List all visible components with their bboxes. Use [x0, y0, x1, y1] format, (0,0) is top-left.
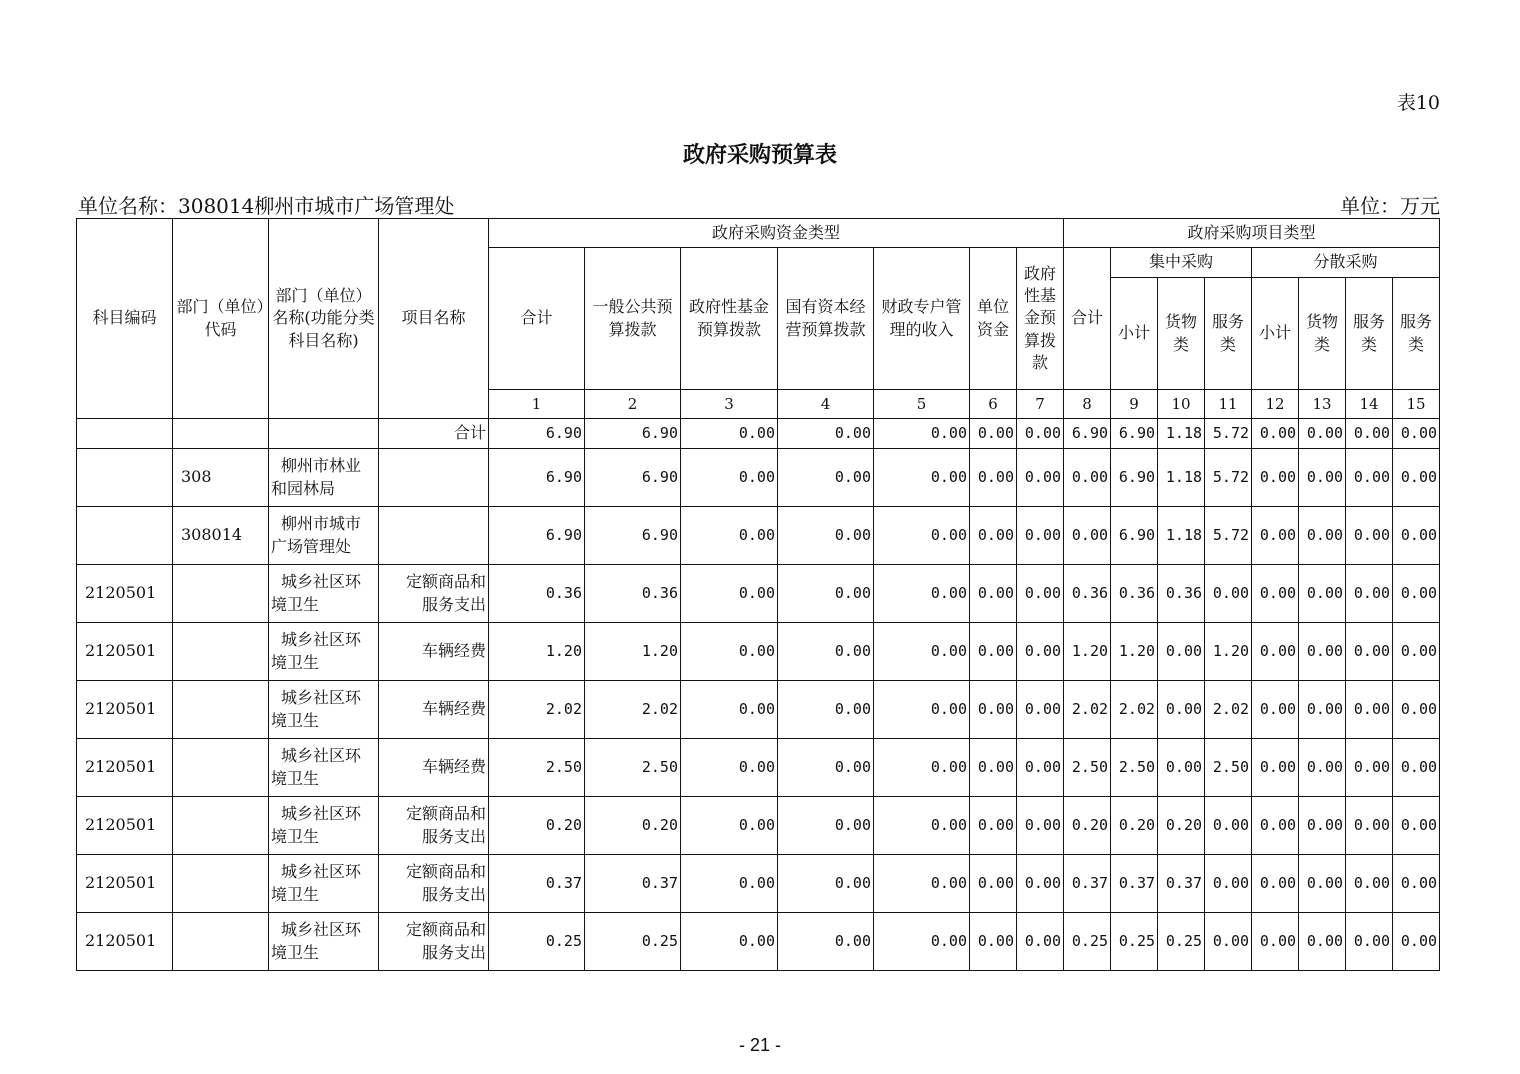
amount-cell: 0.00	[1393, 681, 1440, 739]
project-name-cell	[379, 739, 489, 797]
amount-cell: 6.90	[585, 507, 681, 565]
dept-name-line: 柳州市城市	[281, 514, 362, 534]
amount-cell: 0.00	[874, 565, 970, 623]
amount-cell: 0.00	[778, 855, 874, 913]
amount-cell: 0.00	[874, 449, 970, 507]
dept-name-cell	[269, 681, 379, 739]
table-row	[77, 623, 1440, 681]
project-name-cell	[379, 913, 489, 971]
table-row	[77, 449, 1440, 507]
dept-code: 308	[173, 449, 269, 507]
amount-cell: 2.50	[1111, 739, 1158, 797]
table-row	[77, 797, 1440, 855]
amount-cell: 0.00	[1346, 797, 1393, 855]
column-number: 11	[1205, 390, 1252, 419]
amount-cell: 2.02	[1205, 681, 1252, 739]
amount-cell: 0.36	[1111, 565, 1158, 623]
header-fund-col: 财政专户管理的收入	[874, 248, 970, 390]
amount-cell: 0.00	[1299, 565, 1346, 623]
amount-cell: 1.20	[585, 623, 681, 681]
dept-code	[173, 681, 269, 739]
project-name-line: 车辆经费	[421, 757, 486, 777]
dept-code	[173, 855, 269, 913]
amount-cell: 0.00	[1299, 739, 1346, 797]
header-fund-col: 合计	[489, 248, 585, 390]
header-fund-group: 政府采购资金类型	[489, 219, 1064, 248]
column-number: 13	[1299, 390, 1346, 419]
project-name-line: 定额商品和	[405, 862, 486, 882]
dept-name-line: 城乡社区环	[281, 572, 362, 592]
header-project: 项目名称	[379, 219, 489, 419]
amount-cell: 0.00	[1252, 739, 1299, 797]
amount-cell: 0.00	[1017, 855, 1064, 913]
amount-cell: 0.00	[1158, 739, 1205, 797]
dept-code	[173, 623, 269, 681]
amount-cell: 0.00	[1299, 855, 1346, 913]
header-item-group: 政府采购项目类型	[1064, 219, 1440, 248]
amount-cell: 0.00	[1017, 681, 1064, 739]
amount-cell: 0.00	[1205, 855, 1252, 913]
dept-name-cell	[269, 739, 379, 797]
project-name-line: 服务支出	[421, 826, 486, 846]
dept-code	[173, 565, 269, 623]
amount-cell: 0.00	[1252, 681, 1299, 739]
amount-cell: 0.00	[681, 797, 778, 855]
header-sub-col: 货物类	[1158, 278, 1205, 390]
dept-name-line: 境卫生	[271, 826, 320, 846]
amount-cell: 0.00	[1346, 739, 1393, 797]
column-number: 6	[970, 390, 1017, 419]
table-row	[77, 681, 1440, 739]
amount-cell: 0.00	[1158, 623, 1205, 681]
amount-cell: 0.00	[1158, 681, 1205, 739]
amount-cell: 0.00	[1252, 507, 1299, 565]
project-name-line: 定额商品和	[405, 920, 486, 940]
amount-cell: 2.50	[1205, 739, 1252, 797]
total-value: 0.00	[1017, 419, 1064, 449]
amount-cell: 0.00	[1299, 449, 1346, 507]
amount-cell: 0.00	[1205, 565, 1252, 623]
amount-cell: 0.00	[1346, 507, 1393, 565]
dept-name-line: 城乡社区环	[281, 746, 362, 766]
amount-cell: 0.00	[1252, 855, 1299, 913]
amount-cell: 0.00	[1064, 507, 1111, 565]
amount-cell: 0.37	[489, 855, 585, 913]
amount-cell: 0.25	[585, 913, 681, 971]
amount-cell: 0.00	[1346, 681, 1393, 739]
amount-cell: 0.25	[1064, 913, 1111, 971]
amount-cell: 0.37	[1158, 855, 1205, 913]
amount-cell: 0.00	[681, 507, 778, 565]
project-name-cell	[379, 855, 489, 913]
dept-name-cell	[269, 449, 379, 507]
dept-name-line: 城乡社区环	[281, 804, 362, 824]
amount-cell: 0.00	[778, 739, 874, 797]
amount-cell: 0.00	[1299, 913, 1346, 971]
procurement-budget-table	[76, 218, 1440, 971]
total-value: 0.00	[1346, 419, 1393, 449]
total-value: 0.00	[1252, 419, 1299, 449]
amount-cell: 6.90	[489, 507, 585, 565]
amount-cell: 0.00	[1346, 623, 1393, 681]
column-number: 4	[778, 390, 874, 419]
total-value: 1.18	[1158, 419, 1205, 449]
amount-cell: 0.25	[1111, 913, 1158, 971]
amount-cell: 5.72	[1205, 507, 1252, 565]
amount-cell: 0.00	[1017, 797, 1064, 855]
project-name-cell	[379, 449, 489, 507]
subject-code: 2120501	[77, 739, 173, 797]
table-row	[77, 565, 1440, 623]
amount-cell: 0.36	[1064, 565, 1111, 623]
amount-cell: 0.00	[681, 855, 778, 913]
amount-cell: 0.00	[1017, 449, 1064, 507]
project-name-line: 服务支出	[421, 942, 486, 962]
amount-cell: 0.00	[1393, 507, 1440, 565]
total-value: 0.00	[1393, 419, 1440, 449]
dept-name-cell	[269, 507, 379, 565]
dept-code	[173, 739, 269, 797]
amount-cell: 0.00	[681, 739, 778, 797]
dept-name-line: 广场管理处	[271, 536, 352, 556]
project-name-cell	[379, 623, 489, 681]
column-number: 1	[489, 390, 585, 419]
header-sub-col: 服务类	[1205, 278, 1252, 390]
dept-name-line: 境卫生	[271, 884, 320, 904]
table-row	[77, 739, 1440, 797]
amount-cell: 1.18	[1158, 449, 1205, 507]
amount-cell: 0.00	[1299, 797, 1346, 855]
header-central: 集中采购	[1111, 248, 1252, 278]
dept-code	[173, 797, 269, 855]
amount-cell: 0.20	[1111, 797, 1158, 855]
header-item-total: 合计	[1064, 248, 1111, 390]
total-value: 6.90	[585, 419, 681, 449]
project-name-line: 服务支出	[421, 594, 486, 614]
amount-cell: 1.20	[1205, 623, 1252, 681]
amount-cell: 0.00	[1346, 565, 1393, 623]
amount-cell: 0.00	[681, 913, 778, 971]
project-name-cell	[379, 797, 489, 855]
amount-cell: 0.00	[1393, 739, 1440, 797]
amount-cell: 0.00	[778, 681, 874, 739]
subject-code	[77, 507, 173, 565]
amount-cell: 0.00	[1252, 913, 1299, 971]
total-label: 合计	[379, 419, 489, 449]
subject-code: 2120501	[77, 913, 173, 971]
amount-cell: 0.00	[1017, 739, 1064, 797]
amount-cell: 6.90	[489, 449, 585, 507]
amount-cell: 0.00	[970, 913, 1017, 971]
amount-cell: 0.00	[1299, 507, 1346, 565]
dept-name-cell	[269, 797, 379, 855]
project-name-cell	[379, 681, 489, 739]
header-sub-col: 小计	[1252, 278, 1299, 390]
project-name-cell	[379, 565, 489, 623]
amount-cell: 2.02	[489, 681, 585, 739]
subject-code: 2120501	[77, 797, 173, 855]
header-sub-col: 小计	[1111, 278, 1158, 390]
amount-cell: 0.00	[874, 913, 970, 971]
amount-cell: 0.00	[1393, 565, 1440, 623]
amount-cell: 0.00	[1064, 449, 1111, 507]
header-sub-col: 服务类	[1393, 278, 1440, 390]
amount-cell: 0.20	[489, 797, 585, 855]
project-name-line: 车辆经费	[421, 699, 486, 719]
amount-cell: 0.20	[585, 797, 681, 855]
total-value: 6.90	[1111, 419, 1158, 449]
project-name-line: 定额商品和	[405, 572, 486, 592]
column-number: 10	[1158, 390, 1205, 419]
total-row	[77, 419, 1440, 449]
amount-cell: 2.02	[1111, 681, 1158, 739]
table-number: 表10	[1396, 92, 1440, 114]
dept-name-line: 境卫生	[271, 710, 320, 730]
dept-name-line: 城乡社区环	[281, 688, 362, 708]
page-number: - 21 -	[738, 1035, 781, 1055]
amount-cell: 0.36	[585, 565, 681, 623]
dept-name-cell	[269, 855, 379, 913]
amount-cell: 0.00	[1205, 797, 1252, 855]
dept-code: 308014	[173, 507, 269, 565]
project-name-line: 车辆经费	[421, 641, 486, 661]
column-number: 9	[1111, 390, 1158, 419]
header-fund-col: 单位资金	[970, 248, 1017, 390]
total-value: 6.90	[1064, 419, 1111, 449]
amount-cell: 6.90	[585, 449, 681, 507]
amount-cell: 0.00	[1346, 449, 1393, 507]
column-number: 7	[1017, 390, 1064, 419]
amount-cell: 0.00	[681, 565, 778, 623]
dept-name-line: 境卫生	[271, 652, 320, 672]
amount-cell: 0.36	[489, 565, 585, 623]
empty-cell	[269, 419, 379, 449]
table-row	[77, 913, 1440, 971]
empty-cell	[77, 419, 173, 449]
amount-cell: 0.25	[1158, 913, 1205, 971]
total-value: 5.72	[1205, 419, 1252, 449]
project-name-line: 服务支出	[421, 884, 486, 904]
project-name-line: 定额商品和	[405, 804, 486, 824]
amount-cell: 0.37	[1064, 855, 1111, 913]
total-value: 0.00	[681, 419, 778, 449]
amount-cell: 0.00	[874, 797, 970, 855]
amount-cell: 0.00	[778, 797, 874, 855]
amount-cell: 0.00	[874, 855, 970, 913]
amount-cell: 1.20	[1111, 623, 1158, 681]
dept-name-cell	[269, 623, 379, 681]
amount-cell: 0.00	[970, 855, 1017, 913]
total-value: 0.00	[778, 419, 874, 449]
header-fund-col: 国有资本经营预算拨款	[778, 248, 874, 390]
subject-code: 2120501	[77, 623, 173, 681]
amount-cell: 0.00	[1393, 855, 1440, 913]
amount-cell: 0.00	[970, 797, 1017, 855]
dept-name-line: 境卫生	[271, 768, 320, 788]
empty-cell	[173, 419, 269, 449]
column-number: 5	[874, 390, 970, 419]
amount-cell: 0.20	[1064, 797, 1111, 855]
subject-code: 2120501	[77, 855, 173, 913]
amount-cell: 0.00	[1393, 913, 1440, 971]
dept-name-line: 和园林局	[271, 478, 336, 498]
column-number: 2	[585, 390, 681, 419]
subject-code: 2120501	[77, 681, 173, 739]
amount-cell: 0.36	[1158, 565, 1205, 623]
header-sub-col: 服务类	[1346, 278, 1393, 390]
amount-cell: 0.00	[1393, 623, 1440, 681]
amount-cell: 0.25	[489, 913, 585, 971]
amount-cell: 0.00	[778, 623, 874, 681]
column-number: 3	[681, 390, 778, 419]
column-number: 14	[1346, 390, 1393, 419]
amount-cell: 0.00	[874, 739, 970, 797]
amount-cell: 5.72	[1205, 449, 1252, 507]
header-fund-col: 政府性基金预算拨款	[681, 248, 778, 390]
dept-name-line: 境卫生	[271, 594, 320, 614]
page-title: 政府采购预算表	[682, 142, 837, 168]
amount-cell: 0.00	[1346, 855, 1393, 913]
table-row	[77, 855, 1440, 913]
currency-unit: 单位：万元	[1340, 194, 1440, 218]
unit-name: 单位名称：308014柳州市城市广场管理处	[78, 194, 455, 218]
project-name-cell	[379, 507, 489, 565]
amount-cell: 2.50	[489, 739, 585, 797]
amount-cell: 0.00	[1299, 681, 1346, 739]
amount-cell: 0.00	[778, 449, 874, 507]
amount-cell: 0.00	[970, 507, 1017, 565]
amount-cell: 0.20	[1158, 797, 1205, 855]
amount-cell: 0.00	[1252, 797, 1299, 855]
dept-name-cell	[269, 913, 379, 971]
subject-code	[77, 449, 173, 507]
amount-cell: 0.00	[874, 681, 970, 739]
amount-cell: 1.20	[1064, 623, 1111, 681]
total-value: 0.00	[874, 419, 970, 449]
header-code: 科目编码	[77, 219, 173, 419]
table-row	[77, 507, 1440, 565]
amount-cell: 0.00	[1393, 449, 1440, 507]
dept-name-line: 城乡社区环	[281, 920, 362, 940]
amount-cell: 0.00	[970, 739, 1017, 797]
amount-cell: 0.00	[1346, 913, 1393, 971]
dept-name-line: 城乡社区环	[281, 630, 362, 650]
amount-cell: 0.00	[778, 565, 874, 623]
dept-name-line: 柳州市林业	[281, 456, 362, 476]
amount-cell: 0.00	[1017, 565, 1064, 623]
amount-cell: 6.90	[1111, 507, 1158, 565]
amount-cell: 1.20	[489, 623, 585, 681]
amount-cell: 0.00	[1299, 623, 1346, 681]
amount-cell: 2.50	[585, 739, 681, 797]
amount-cell: 0.00	[681, 681, 778, 739]
amount-cell: 2.02	[1064, 681, 1111, 739]
amount-cell: 0.00	[778, 507, 874, 565]
amount-cell: 0.00	[1017, 507, 1064, 565]
header-dept-name: 部门（单位）名称(功能分类科目名称)	[269, 219, 379, 419]
amount-cell: 6.90	[1111, 449, 1158, 507]
dept-name-cell	[269, 565, 379, 623]
header-dispersed: 分散采购	[1252, 248, 1440, 278]
amount-cell: 0.00	[778, 913, 874, 971]
amount-cell: 0.00	[1017, 913, 1064, 971]
amount-cell: 0.00	[970, 449, 1017, 507]
subject-code: 2120501	[77, 565, 173, 623]
total-value: 6.90	[489, 419, 585, 449]
amount-cell: 0.00	[970, 681, 1017, 739]
amount-cell: 0.00	[1252, 623, 1299, 681]
header-fund-col: 政府性基金预算拨款	[1017, 248, 1064, 390]
amount-cell: 0.00	[1252, 449, 1299, 507]
amount-cell: 0.00	[1393, 797, 1440, 855]
column-number: 15	[1393, 390, 1440, 419]
amount-cell: 0.37	[585, 855, 681, 913]
amount-cell: 0.37	[1111, 855, 1158, 913]
header-dept-code: 部门（单位）代码	[173, 219, 269, 419]
amount-cell: 1.18	[1158, 507, 1205, 565]
amount-cell: 0.00	[681, 623, 778, 681]
column-number: 8	[1064, 390, 1111, 419]
amount-cell: 0.00	[874, 623, 970, 681]
total-value: 0.00	[1299, 419, 1346, 449]
amount-cell: 0.00	[970, 623, 1017, 681]
amount-cell: 0.00	[1017, 623, 1064, 681]
amount-cell: 0.00	[1205, 913, 1252, 971]
amount-cell: 0.00	[1252, 565, 1299, 623]
amount-cell: 2.50	[1064, 739, 1111, 797]
column-number: 12	[1252, 390, 1299, 419]
dept-code	[173, 913, 269, 971]
amount-cell: 2.02	[585, 681, 681, 739]
header-sub-col: 货物类	[1299, 278, 1346, 390]
dept-name-line: 城乡社区环	[281, 862, 362, 882]
amount-cell: 0.00	[970, 565, 1017, 623]
amount-cell: 0.00	[681, 449, 778, 507]
dept-name-line: 境卫生	[271, 942, 320, 962]
amount-cell: 0.00	[874, 507, 970, 565]
header-fund-col: 一般公共预算拨款	[585, 248, 681, 390]
total-value: 0.00	[970, 419, 1017, 449]
